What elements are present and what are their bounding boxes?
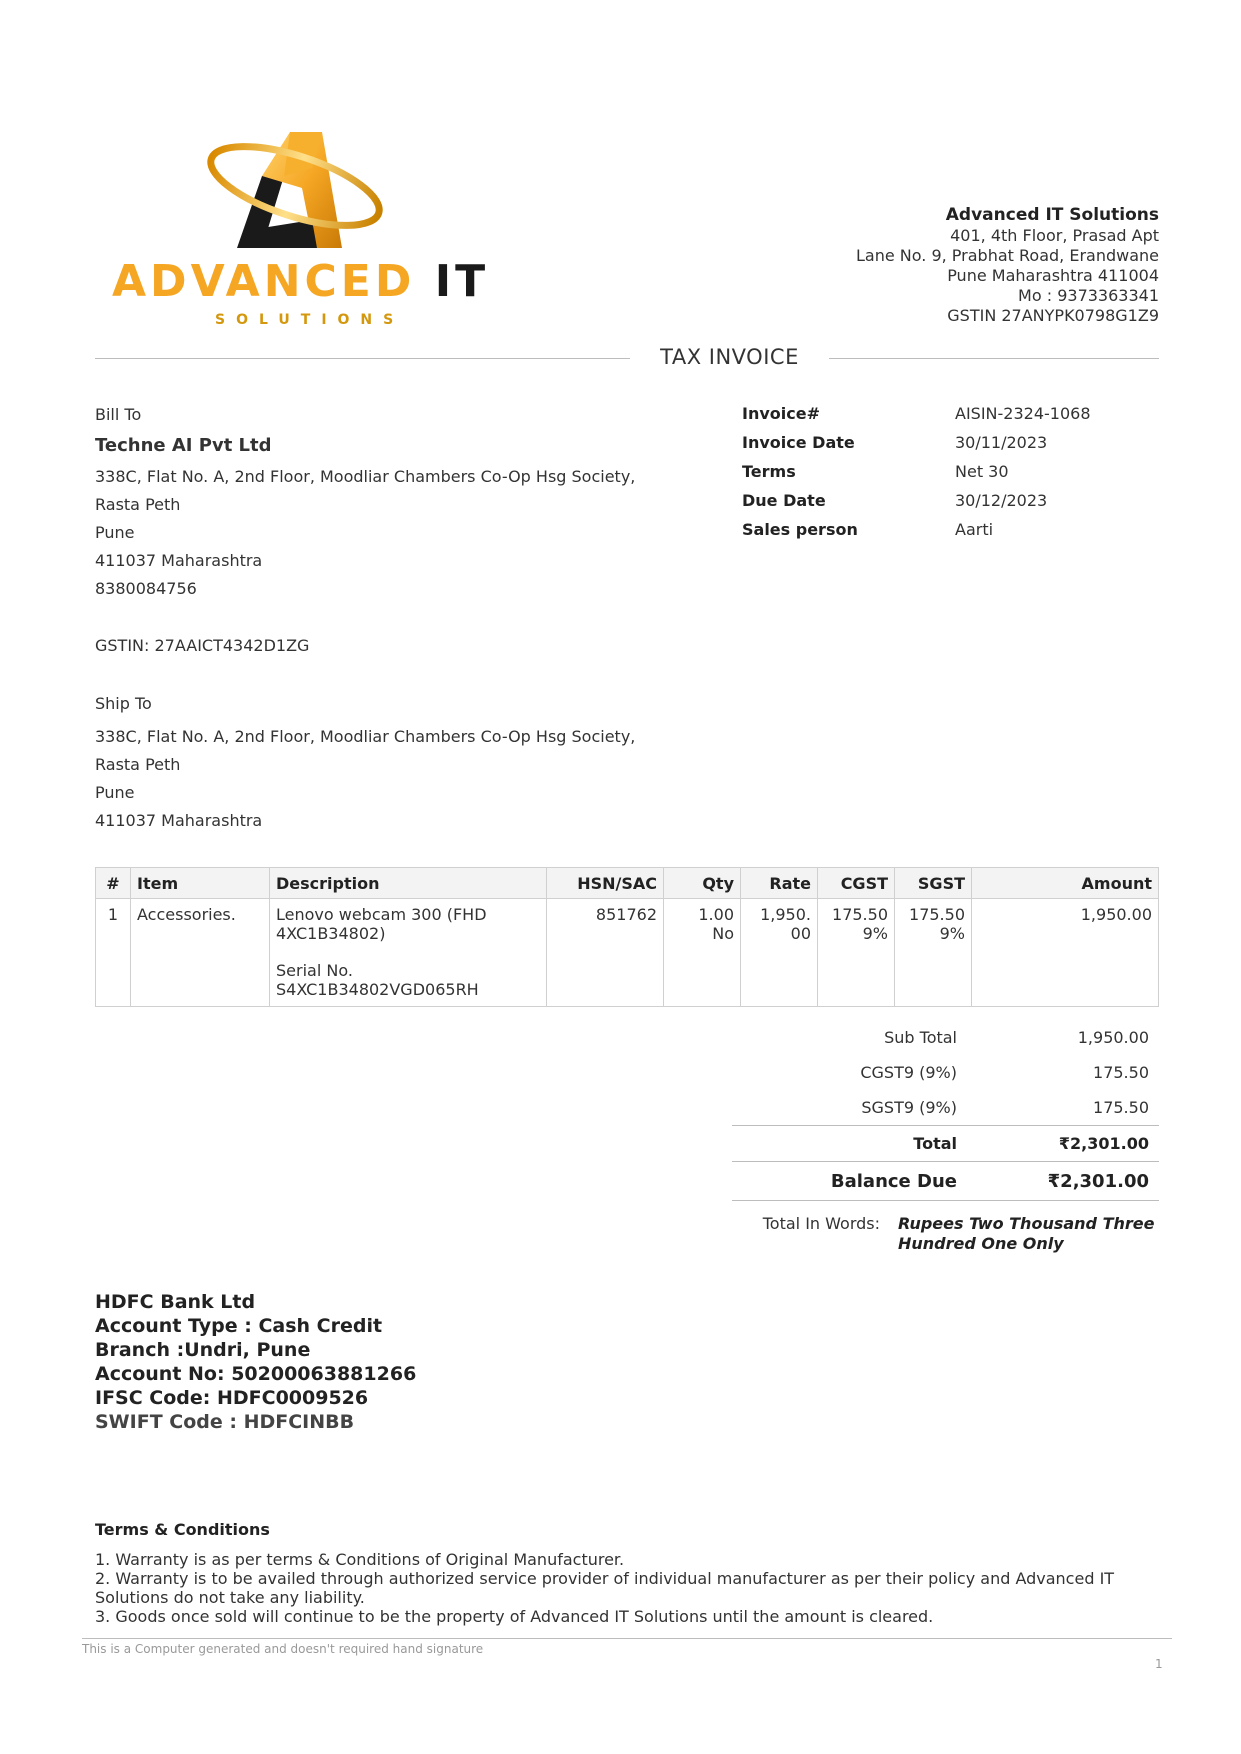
logo-word-advanced: ADVANCED	[112, 256, 416, 307]
meta-value: AISIN-2324-1068	[955, 404, 1091, 423]
cgst-row	[732, 1055, 1159, 1090]
meta-key: Terms	[742, 462, 796, 481]
cgst-label: CGST9 (9%)	[860, 1063, 957, 1082]
document-title	[0, 345, 1241, 369]
meta-key: Invoice#	[742, 404, 820, 423]
balance-due-value: ₹2,301.00	[1047, 1170, 1149, 1192]
total-in-words	[732, 1214, 1159, 1254]
col-header-description: Description	[270, 868, 547, 899]
cell-cgst	[818, 899, 895, 1007]
ship-to-line: Pune	[95, 783, 135, 802]
sgst-label: SGST9 (9%)	[861, 1098, 957, 1117]
company-address	[856, 205, 1159, 326]
cell-rate	[741, 899, 818, 1007]
description-serial-label: Serial No.	[276, 961, 353, 980]
company-address-line: Pune Maharashtra 411004	[947, 266, 1159, 285]
table-header-row	[96, 868, 1159, 899]
bill-to-line: Rasta Peth	[95, 495, 181, 514]
bill-to-gstin: GSTIN: 27AAICT4342D1ZG	[95, 636, 310, 655]
meta-value: 30/12/2023	[955, 491, 1048, 510]
ship-to-line: 411037 Maharashtra	[95, 811, 263, 830]
company-gstin: GSTIN 27ANYPK0798G1Z9	[947, 306, 1159, 325]
ship-to-line: 338C, Flat No. A, 2nd Floor, Moodliar Chambers Co-Op Hsg Society,	[95, 727, 636, 746]
invoice-meta	[742, 404, 1091, 549]
cell-hsn: 851762	[547, 899, 664, 1007]
description-serial-number: S4XC1B34802VGD065RH	[276, 980, 479, 999]
terms-item: 1. Warranty is as per terms & Conditions of Original Manufacturer.	[95, 1550, 625, 1569]
bank-details	[95, 1290, 416, 1434]
qty-unit: No	[712, 924, 734, 943]
terms-list	[95, 1550, 1155, 1626]
meta-key: Invoice Date	[742, 433, 855, 452]
rate-part: 00	[790, 924, 811, 943]
meta-row-due-date	[742, 491, 1091, 520]
company-address-line: Lane No. 9, Prabhat Road, Erandwane	[856, 246, 1159, 265]
company-name: Advanced IT Solutions	[945, 205, 1159, 225]
meta-row-terms	[742, 462, 1091, 491]
document-title-text: TAX INVOICE	[630, 345, 829, 369]
qty-value: 1.00	[698, 905, 734, 924]
total-in-words-label: Total In Words:	[762, 1214, 880, 1233]
footer-note: This is a Computer generated and doesn't required hand signature	[82, 1642, 484, 1656]
bill-to-label: Bill To	[95, 405, 142, 424]
meta-value: Net 30	[955, 462, 1009, 481]
totals-block	[732, 1020, 1159, 1201]
sgst-amount: 175.50	[909, 905, 965, 924]
description-line: Lenovo webcam 300 (FHD	[276, 905, 487, 924]
bill-to-line: Pune	[95, 523, 135, 542]
subtotal-row	[732, 1020, 1159, 1055]
col-header-number: #	[96, 868, 131, 899]
meta-row-invoice-number	[742, 404, 1091, 433]
page-number: 1	[1155, 1657, 1163, 1671]
description-line: 4XC1B34802)	[276, 924, 386, 943]
cgst-rate: 9%	[862, 924, 888, 943]
ship-to-label: Ship To	[95, 694, 152, 713]
col-header-item: Item	[131, 868, 270, 899]
cell-description	[270, 899, 547, 1007]
company-address-line: 401, 4th Floor, Prasad Apt	[950, 226, 1159, 245]
terms-item: 2. Warranty is to be availed through authorized service provider of individual manufacturer as per their policy and Advanced IT Solutions do not take any liability.	[95, 1569, 1115, 1607]
total-in-words-value: Rupees Two Thousand Three Hundred One Only	[898, 1214, 1155, 1253]
cell-qty	[664, 899, 741, 1007]
col-header-cgst: CGST	[818, 868, 895, 899]
col-header-rate: Rate	[741, 868, 818, 899]
bill-to-line: 411037 Maharashtra	[95, 551, 263, 570]
bill-to-address	[95, 463, 635, 603]
meta-row-invoice-date	[742, 433, 1091, 462]
meta-key: Due Date	[742, 491, 826, 510]
ship-to-line: Rasta Peth	[95, 755, 181, 774]
cgst-amount: 175.50	[832, 905, 888, 924]
line-items-table	[95, 867, 1159, 1007]
logo-wordmark	[112, 256, 489, 307]
bank-branch: Branch :Undri, Pune	[95, 1339, 311, 1361]
cell-number: 1	[96, 899, 131, 1007]
sgst-value: 175.50	[1093, 1098, 1149, 1117]
totals-divider	[732, 1200, 1159, 1201]
company-phone: Mo : 9373363341	[1018, 286, 1159, 305]
total-row	[732, 1126, 1159, 1161]
company-logo	[112, 128, 490, 333]
bank-account-type: Account Type : Cash Credit	[95, 1315, 383, 1337]
rate-part: 1,950.	[760, 905, 811, 924]
footer-divider	[82, 1638, 1172, 1639]
col-header-qty: Qty	[664, 868, 741, 899]
meta-value: 30/11/2023	[955, 433, 1048, 452]
bank-swift: SWIFT Code : HDFCINBB	[95, 1411, 355, 1433]
subtotal-label: Sub Total	[884, 1028, 957, 1047]
terms-item: 3. Goods once sold will continue to be the property of Advanced IT Solutions until the amount is cleared.	[95, 1607, 934, 1626]
sgst-row	[732, 1090, 1159, 1125]
table-row	[96, 899, 1159, 1007]
ship-to-address	[95, 723, 635, 835]
col-header-sgst: SGST	[895, 868, 972, 899]
bank-ifsc: IFSC Code: HDFC0009526	[95, 1387, 369, 1409]
balance-due-label: Balance Due	[830, 1170, 957, 1192]
balance-due-row	[732, 1162, 1159, 1200]
terms-heading: Terms & Conditions	[95, 1520, 270, 1539]
subtotal-value: 1,950.00	[1077, 1028, 1149, 1047]
col-header-hsn: HSN/SAC	[547, 868, 664, 899]
bank-name: HDFC Bank Ltd	[95, 1291, 256, 1313]
meta-row-sales-person	[742, 520, 1091, 549]
logo-emblem-icon	[112, 128, 472, 258]
total-label: Total	[913, 1134, 957, 1153]
cell-sgst	[895, 899, 972, 1007]
meta-key: Sales person	[742, 520, 858, 539]
cell-item: Accessories.	[131, 899, 270, 1007]
cgst-value: 175.50	[1093, 1063, 1149, 1082]
bill-to-client: Techne AI Pvt Ltd	[95, 435, 272, 456]
logo-tagline: SOLUTIONS	[215, 312, 405, 328]
total-value: ₹2,301.00	[1058, 1134, 1149, 1153]
meta-value: Aarti	[955, 520, 994, 539]
bill-to-phone: 8380084756	[95, 579, 197, 598]
logo-word-it: IT	[434, 256, 490, 307]
col-header-amount: Amount	[972, 868, 1159, 899]
sgst-rate: 9%	[939, 924, 965, 943]
bill-to-line: 338C, Flat No. A, 2nd Floor, Moodliar Chambers Co-Op Hsg Society,	[95, 467, 636, 486]
cell-amount: 1,950.00	[972, 899, 1159, 1007]
bank-account-number: Account No: 50200063881266	[95, 1363, 417, 1385]
